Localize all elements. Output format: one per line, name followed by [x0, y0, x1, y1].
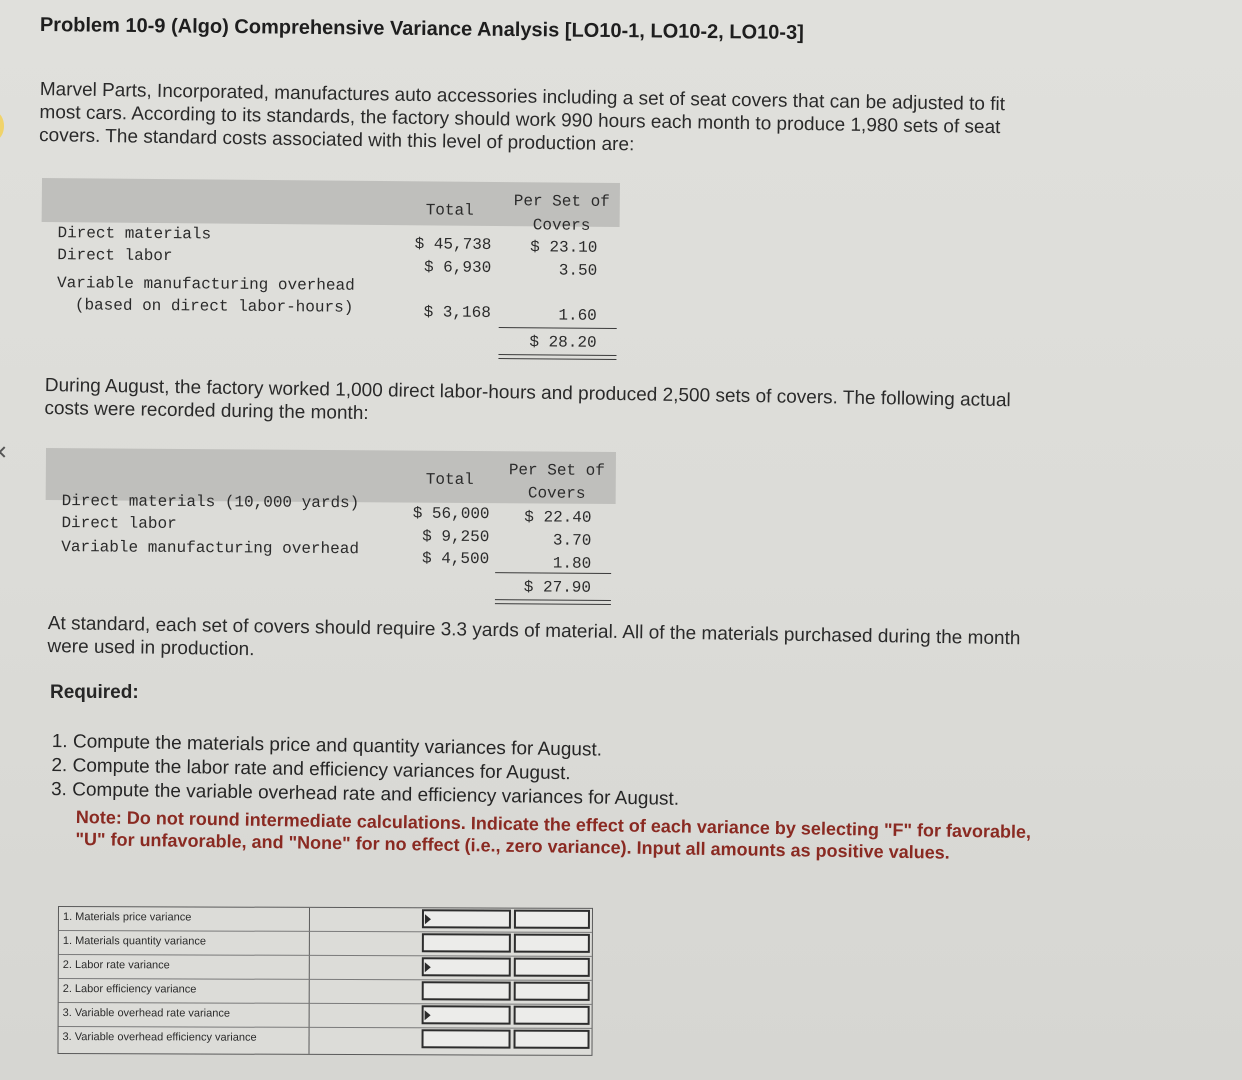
col-header-per-set-1: Per Set of: [513, 192, 610, 211]
cell-marker-icon: [425, 914, 431, 924]
total-double-rule: [495, 599, 611, 605]
row-label-direct-materials: Direct materials: [57, 224, 212, 244]
variable-overhead-rate-amount-input[interactable]: [422, 1005, 511, 1024]
col-header-per-set-2: Covers: [527, 484, 586, 503]
answer-row-materials-price: [59, 907, 592, 933]
requirements-list: [51, 730, 680, 812]
row-label-direct-materials: Direct materials (10,000 yards): [61, 492, 360, 513]
col-header-per-set-1: Per Set of: [508, 461, 605, 480]
intro-paragraph: Marvel Parts, Incorporated, manufactures auto accessories including a set of seat covers that can be adjusted to fit most cars. According to its standards, the factory should work 990 hours each month to produce 1,980 sets of seat covers. The standard costs associated with this level of production are:: [38, 78, 1006, 156]
problem-title: Problem 10-9 (Algo) Comprehensive Variance Analysis [LO10-1, LO10-2, LO10-3]: [39, 14, 804, 44]
col-header-total: Total: [425, 470, 474, 489]
required-heading: Required:: [50, 682, 139, 703]
requirement-1: 1. Compute the materials price and quantity variances for August.: [51, 730, 603, 761]
labor-efficiency-amount-input[interactable]: [422, 981, 511, 1000]
answer-row-labor-rate: [59, 955, 592, 981]
variable-overhead-rate-effect-select[interactable]: [514, 1006, 590, 1025]
labor-rate-effect-select[interactable]: [514, 958, 590, 977]
august-paragraph: During August, the factory worked 1,000 direct labor-hours and produced 2,500 sets of covers. The following actual costs were recorded during the month:: [44, 374, 1011, 425]
answer-row-labor-efficiency: [59, 979, 592, 1005]
subtotal-rule: [495, 572, 611, 574]
row-label-direct-labor: Direct labor: [61, 514, 177, 533]
answer-label: 2. Labor efficiency variance: [62, 983, 197, 996]
row-total-direct-materials: $ 56,000: [412, 504, 490, 524]
standard-cost-table: [40, 178, 622, 368]
row-per-set-direct-materials: $ 23.10: [530, 238, 598, 257]
answer-row-materials-quantity: [59, 931, 592, 957]
total-double-rule: [498, 354, 616, 360]
row-label-direct-labor: Direct labor: [57, 246, 173, 266]
answer-table: [57, 906, 593, 1056]
answer-label: 2. Labor rate variance: [62, 959, 170, 972]
row-total-direct-labor: $ 6,930: [423, 258, 492, 277]
materials-quantity-effect-select[interactable]: [514, 934, 590, 953]
row-label-variable-overhead: Variable manufacturing overhead: [57, 274, 355, 295]
subtotal-rule: [499, 327, 617, 329]
col-header-per-set-2: Covers: [532, 216, 591, 235]
row-per-set-direct-materials: $ 22.40: [524, 508, 592, 527]
sum-per-set: $ 28.20: [529, 333, 597, 352]
row-total-direct-labor: $ 9,250: [422, 527, 490, 547]
actual-cost-table: [45, 448, 616, 607]
standard-note-paragraph: At standard, each set of covers should require 3.3 yards of material. All of the materials purchased during the month were used in production.: [47, 612, 1021, 661]
answer-row-variable-overhead-efficiency: [58, 1027, 591, 1052]
answer-label: 3. Variable overhead efficiency variance: [62, 1031, 257, 1044]
materials-quantity-amount-input[interactable]: [422, 933, 511, 952]
row-per-set-variable-overhead: 1.60: [558, 306, 597, 325]
cell-marker-icon: [425, 1010, 431, 1020]
labor-efficiency-effect-select[interactable]: [514, 982, 590, 1001]
variable-overhead-efficiency-amount-input[interactable]: [422, 1029, 511, 1048]
row-total-variable-overhead: $ 4,500: [421, 549, 490, 569]
answer-label: 1. Materials price variance: [62, 911, 192, 924]
instructions-note: Note: Do not round intermediate calculations. Indicate the effect of each variance by selecting "F" for favorable, "U" for unfavorable, and "None" for no effect (i.e., zero variance). Input all amounts as positive values.: [75, 806, 1032, 863]
materials-price-effect-select[interactable]: [514, 910, 590, 929]
row-total-variable-overhead: $ 3,168: [423, 303, 491, 322]
row-per-set-direct-labor: 3.50: [558, 261, 598, 280]
labor-rate-amount-input[interactable]: [422, 957, 511, 976]
variable-overhead-efficiency-effect-select[interactable]: [514, 1030, 590, 1049]
row-label-variable-overhead: Variable manufacturing overhead: [61, 538, 360, 559]
edge-marker: [0, 112, 4, 140]
sum-per-set: $ 27.90: [523, 578, 592, 597]
col-header-total: Total: [425, 201, 474, 220]
row-label-variable-overhead-basis: (based on direct labor-hours): [74, 296, 354, 317]
answer-row-variable-overhead-rate: [59, 1003, 592, 1029]
row-per-set-variable-overhead: 1.80: [552, 554, 592, 573]
cell-marker-icon: [425, 962, 431, 972]
row-per-set-direct-labor: 3.70: [552, 531, 592, 550]
materials-price-amount-input[interactable]: [422, 909, 511, 928]
edge-chevron-icon: [0, 446, 10, 457]
requirement-3: 3. Compute the variable overhead rate and efficiency variances for August.: [50, 778, 680, 810]
answer-label: 3. Variable overhead rate variance: [62, 1007, 230, 1020]
answer-label: 1. Materials quantity variance: [62, 935, 206, 948]
requirement-2: 2. Compute the labor rate and efficiency variances for August.: [51, 754, 571, 785]
row-total-direct-materials: $ 45,738: [414, 235, 492, 254]
